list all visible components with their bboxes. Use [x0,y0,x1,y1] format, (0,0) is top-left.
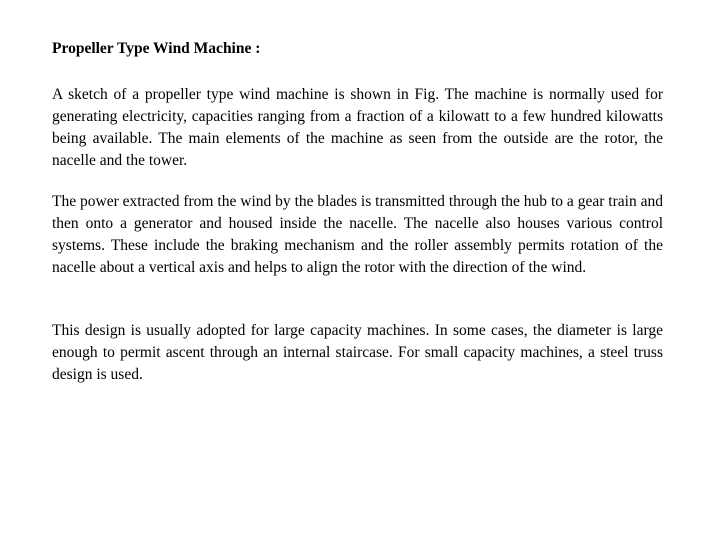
document-title: Propeller Type Wind Machine : [52,40,261,57]
paragraph-power-transmission: The power extracted from the wind by the blades is transmitted through the hub to a gear train and then onto a generator and housed inside the nacelle. The nacelle also houses various control systems. These include the braking mechanism and the roller assembly permits rotation of the nacelle about a vertical axis and helps to align the rotor with the direction of the wind. [52,193,663,276]
paragraph-overview: A sketch of a propeller type wind machine is shown in Fig. The machine is normally used for generating electricity, capacities ranging from a fraction of a kilowatt to a few hundred kilowatts being available. The main elements of the machine as seen from the outside are the rotor, the nacelle and the tower. [52,86,663,169]
paragraph-design-usage: This design is usually adopted for large capacity machines. In some cases, the diameter is large enough to permit ascent through an internal staircase. For small capacity machines, a steel truss design is used. [52,322,663,383]
document-page [52,38,663,383]
